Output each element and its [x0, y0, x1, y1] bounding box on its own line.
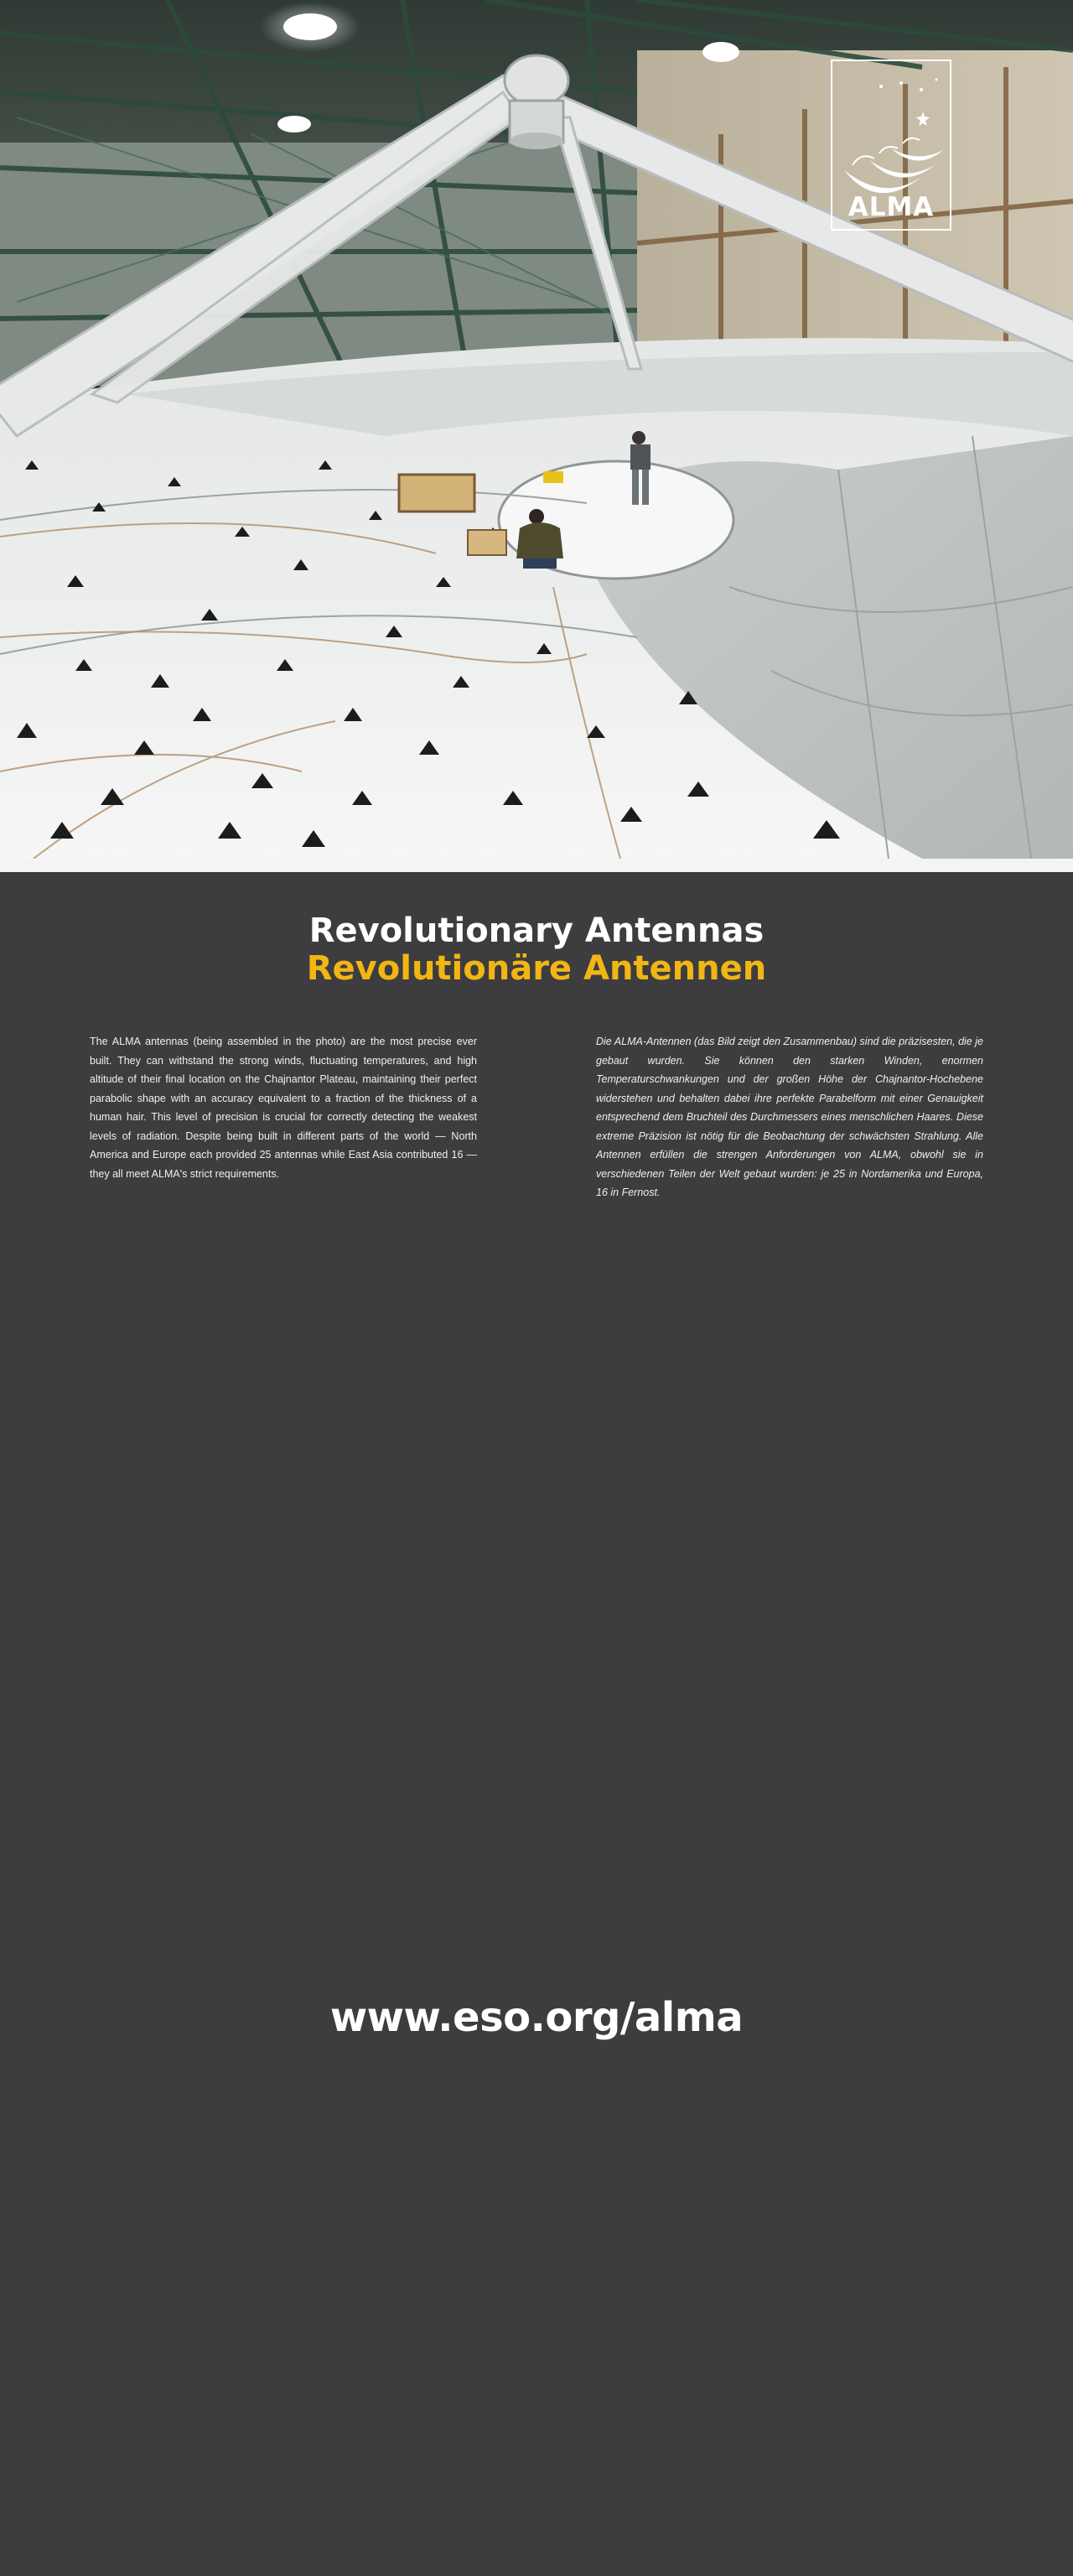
title-english: Revolutionary Antennas	[308, 911, 765, 950]
website-url[interactable]: www.eso.org/alma	[329, 1994, 744, 2041]
alma-logo	[831, 60, 951, 231]
photo-divider	[0, 859, 1073, 872]
antenna-assembly-photo	[0, 0, 1073, 859]
title-german: Revolutionäre Antennen	[306, 949, 767, 988]
alma-logo-text: ALMA	[848, 192, 935, 222]
body-text-english: The ALMA antennas (being assembled in the photo) are the most precise ever built. They can withstand the strong winds, fluctuating temperatures, and high altitude of their final location on the Chajnantor Plateau, maintaining their perfect parabolic shape with an accuracy equivalent to a fraction of the thickness of a human hair. This level of precision is crucial for correctly detecting the weakest levels of radiation. Despite being built in different parts of the world — North America and Europe each provided 25 antennas while East Asia contributed 16 — they all meet ALMA's strict requirements.	[90, 1036, 477, 1180]
body-text-german: Die ALMA-Antennen (das Bild zeigt den Zusammenbau) sind die präzisesten, die je gebaut wurden. Sie können den starken Winden, enormen Temperaturschwankungen und der großen Höhe der Chajnantor-Hochebene widerstehen und behalten dabei ihre perfekte Parabelform mit einer Genauigkeit entsprechend dem Bruchteil des Durchmessers eines menschlichen Haares. Diese extreme Präzision ist nötig für die Beobachtung der schwächsten Strahlung. Alle Antennen erfüllen die strengen Anforderungen von ALMA, obwohl sie in verschiedenen Teilen der Welt gebaut wurden: je 25 in Nordamerika und Europa, 16 in Fernost.	[596, 1036, 983, 1198]
